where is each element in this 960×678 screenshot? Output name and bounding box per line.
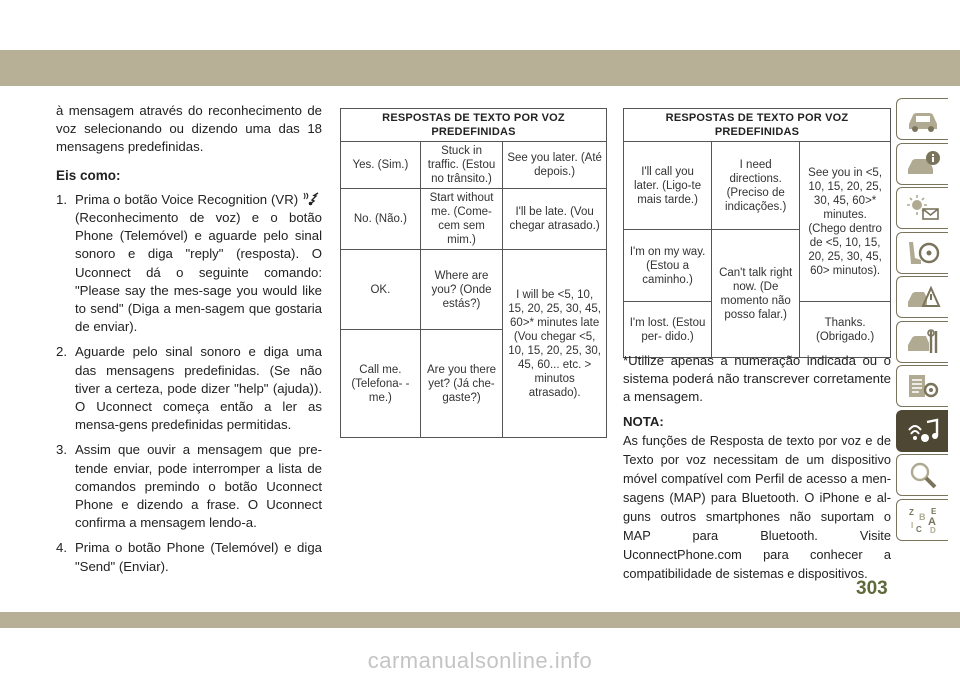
table-cell: I'll be late. (Vou chegar atrasado.) [503, 189, 607, 250]
table-cell: I'm lost. (Estou per- dido.) [624, 302, 712, 358]
section-heading: Eis como: [56, 167, 121, 183]
table-cell: See you later. (Até depois.) [503, 142, 607, 189]
top-margin [0, 0, 960, 48]
chapter-tab-index[interactable] [896, 499, 948, 541]
note-heading: NOTA: [623, 413, 664, 429]
index-letter: D [929, 525, 936, 535]
right-column [623, 352, 891, 583]
table-cell: See you in <5, 10, 15, 20, 25, 30, 45, 60>* minutes. (Chego dentro de <5, 10, 15, 20, 25, 30, 45, 60> minutos). [800, 142, 891, 302]
watermark: carmanualsonline.info [367, 648, 593, 673]
car-info-icon [905, 149, 941, 179]
index-letters-icon [905, 505, 941, 535]
responses-table-2 [623, 108, 891, 358]
chapter-tabs [896, 98, 952, 543]
chapter-tab-multimedia[interactable] [896, 410, 948, 452]
footer-band [0, 612, 960, 628]
table-header: RESPOSTAS DE TEXTO POR VOZ PREDEFINIDAS [341, 109, 607, 142]
index-letter: A [927, 515, 936, 528]
chapter-tab-warnings[interactable] [896, 187, 948, 229]
table-cell: I'm on my way. (Estou a caminho.) [624, 230, 712, 302]
step-item [56, 441, 322, 532]
table-cell: Stuck in traffic. (Estou no trânsito.) [420, 142, 502, 189]
chapter-tab-dashboard[interactable] [896, 98, 948, 140]
steps-list [56, 191, 322, 576]
page-number: 303 [856, 578, 888, 599]
chapter-tab-emergency[interactable] [896, 276, 948, 318]
step-number: 2. [56, 344, 67, 360]
warning-lights-message-icon [905, 193, 941, 223]
index-letter: I [910, 520, 913, 530]
table-cell: I will be <5, 10, 15, 20, 25, 30, 45, 60>* minutes late (Vou chegar <5, 10, 15, 20, 25, 30, 45, 60... etc. > minutos atrasado). [503, 250, 607, 438]
chapter-tab-info[interactable] [896, 143, 948, 185]
search-magnifier-icon [905, 460, 941, 490]
table-header: RESPOSTAS DE TEXTO POR VOZ PREDEFINIDAS [624, 109, 891, 142]
step-item [56, 539, 322, 575]
step-text: Assim que ouvir a mensagem que pre-tende enviar, pode interromper a lista de comandos premindo o botão Uconnect Phone e dizendo a frase. O Uconnect confirma a mensagem lendo-a. [75, 442, 322, 531]
table-cell: I'll call you later. (Ligo-te mais tarde.) [624, 142, 712, 230]
chapter-tab-service[interactable] [896, 321, 948, 363]
table-cell: Are you there yet? (Já che- gaste?) [420, 330, 502, 438]
step-item [56, 343, 322, 434]
chapter-tab-controls[interactable] [896, 232, 948, 274]
chapter-tab-search[interactable] [896, 454, 948, 496]
index-letter: B [918, 511, 925, 522]
chapter-tab-specs[interactable] [896, 365, 948, 407]
steering-wheel-seat-icon [905, 238, 941, 268]
table-cell: I need directions. (Preciso de indicações.) [712, 142, 800, 230]
step-item [56, 191, 322, 337]
step-text-continued: (Reconhecimento de voz) e o botão Phone (Telemóvel) e aguarde pelo sinal sonoro e diga "reply" (resposta). O Uconnect dá o seguinte comando: "Please say the mes-sage you would like to send" (Diga a men-sagem que gostaria de enviar). [75, 210, 322, 335]
table-cell: Start without me. (Come- cem sem mim.) [420, 189, 502, 250]
intro-paragraph: à mensagem através do reconhecimento de voz selecionando ou dizendo uma das 18 mensagens predefinidas. [56, 103, 322, 155]
table-cell: Can't talk right now. (De momento não posso falar.) [712, 230, 800, 358]
step-number: 4. [56, 540, 67, 556]
table-cell: Call me. (Telefona- -me.) [341, 330, 421, 438]
note-text: As funções de Resposta de texto por voz e de Texto por voz necessitam de um dispositivo móvel compatível com Perfil de acesso a men-sagens (MAP) para Bluetooth. O iPhone e al-guns outros smartphones não suportam o MAP para Bluetooth. Visite UconnectPhone.com para conhecer a compatibilidade de sistemas e dispositivos. [623, 432, 891, 581]
table-cell: OK. [341, 250, 421, 330]
table-cell: Where are you? (Onde estás?) [420, 250, 502, 330]
header-band [0, 50, 960, 86]
step-text: Prima o botão Phone (Telemóvel) e diga "Send" (Enviar). [75, 540, 322, 574]
multimedia-icon [905, 416, 941, 446]
responses-table-1 [340, 108, 607, 438]
step-number: 1. [56, 191, 67, 207]
table-cell: No. (Não.) [341, 189, 421, 250]
step-number: 3. [56, 442, 67, 458]
table-cell: Thanks. (Obrigado.) [800, 302, 891, 358]
footnote: *Utilize apenas a numeração indicada ou o sistema poderá não transcrever corretamente a mensagem. [623, 353, 891, 405]
voice-recognition-icon [302, 192, 322, 206]
step-text: Prima o botão Voice Recognition (VR) [75, 191, 299, 207]
wrench-service-icon [905, 327, 941, 357]
index-letter: C [915, 524, 922, 534]
step-text: Aguarde pelo sinal sonoro e diga uma das mensagens predefinidas. (Se não tiver a certeza, pode dizer "help" (ajuda)). O Uconnect começa então a ler as mensa-gens predefinidas permitidas. [75, 344, 322, 433]
table-cell: Yes. (Sim.) [341, 142, 421, 189]
index-letter: E [930, 506, 936, 516]
specifications-list-icon [905, 371, 941, 401]
left-column [56, 102, 322, 583]
index-letter: Z [908, 507, 914, 517]
car-dashboard-icon [905, 104, 941, 134]
car-warning-triangle-icon [905, 282, 941, 312]
